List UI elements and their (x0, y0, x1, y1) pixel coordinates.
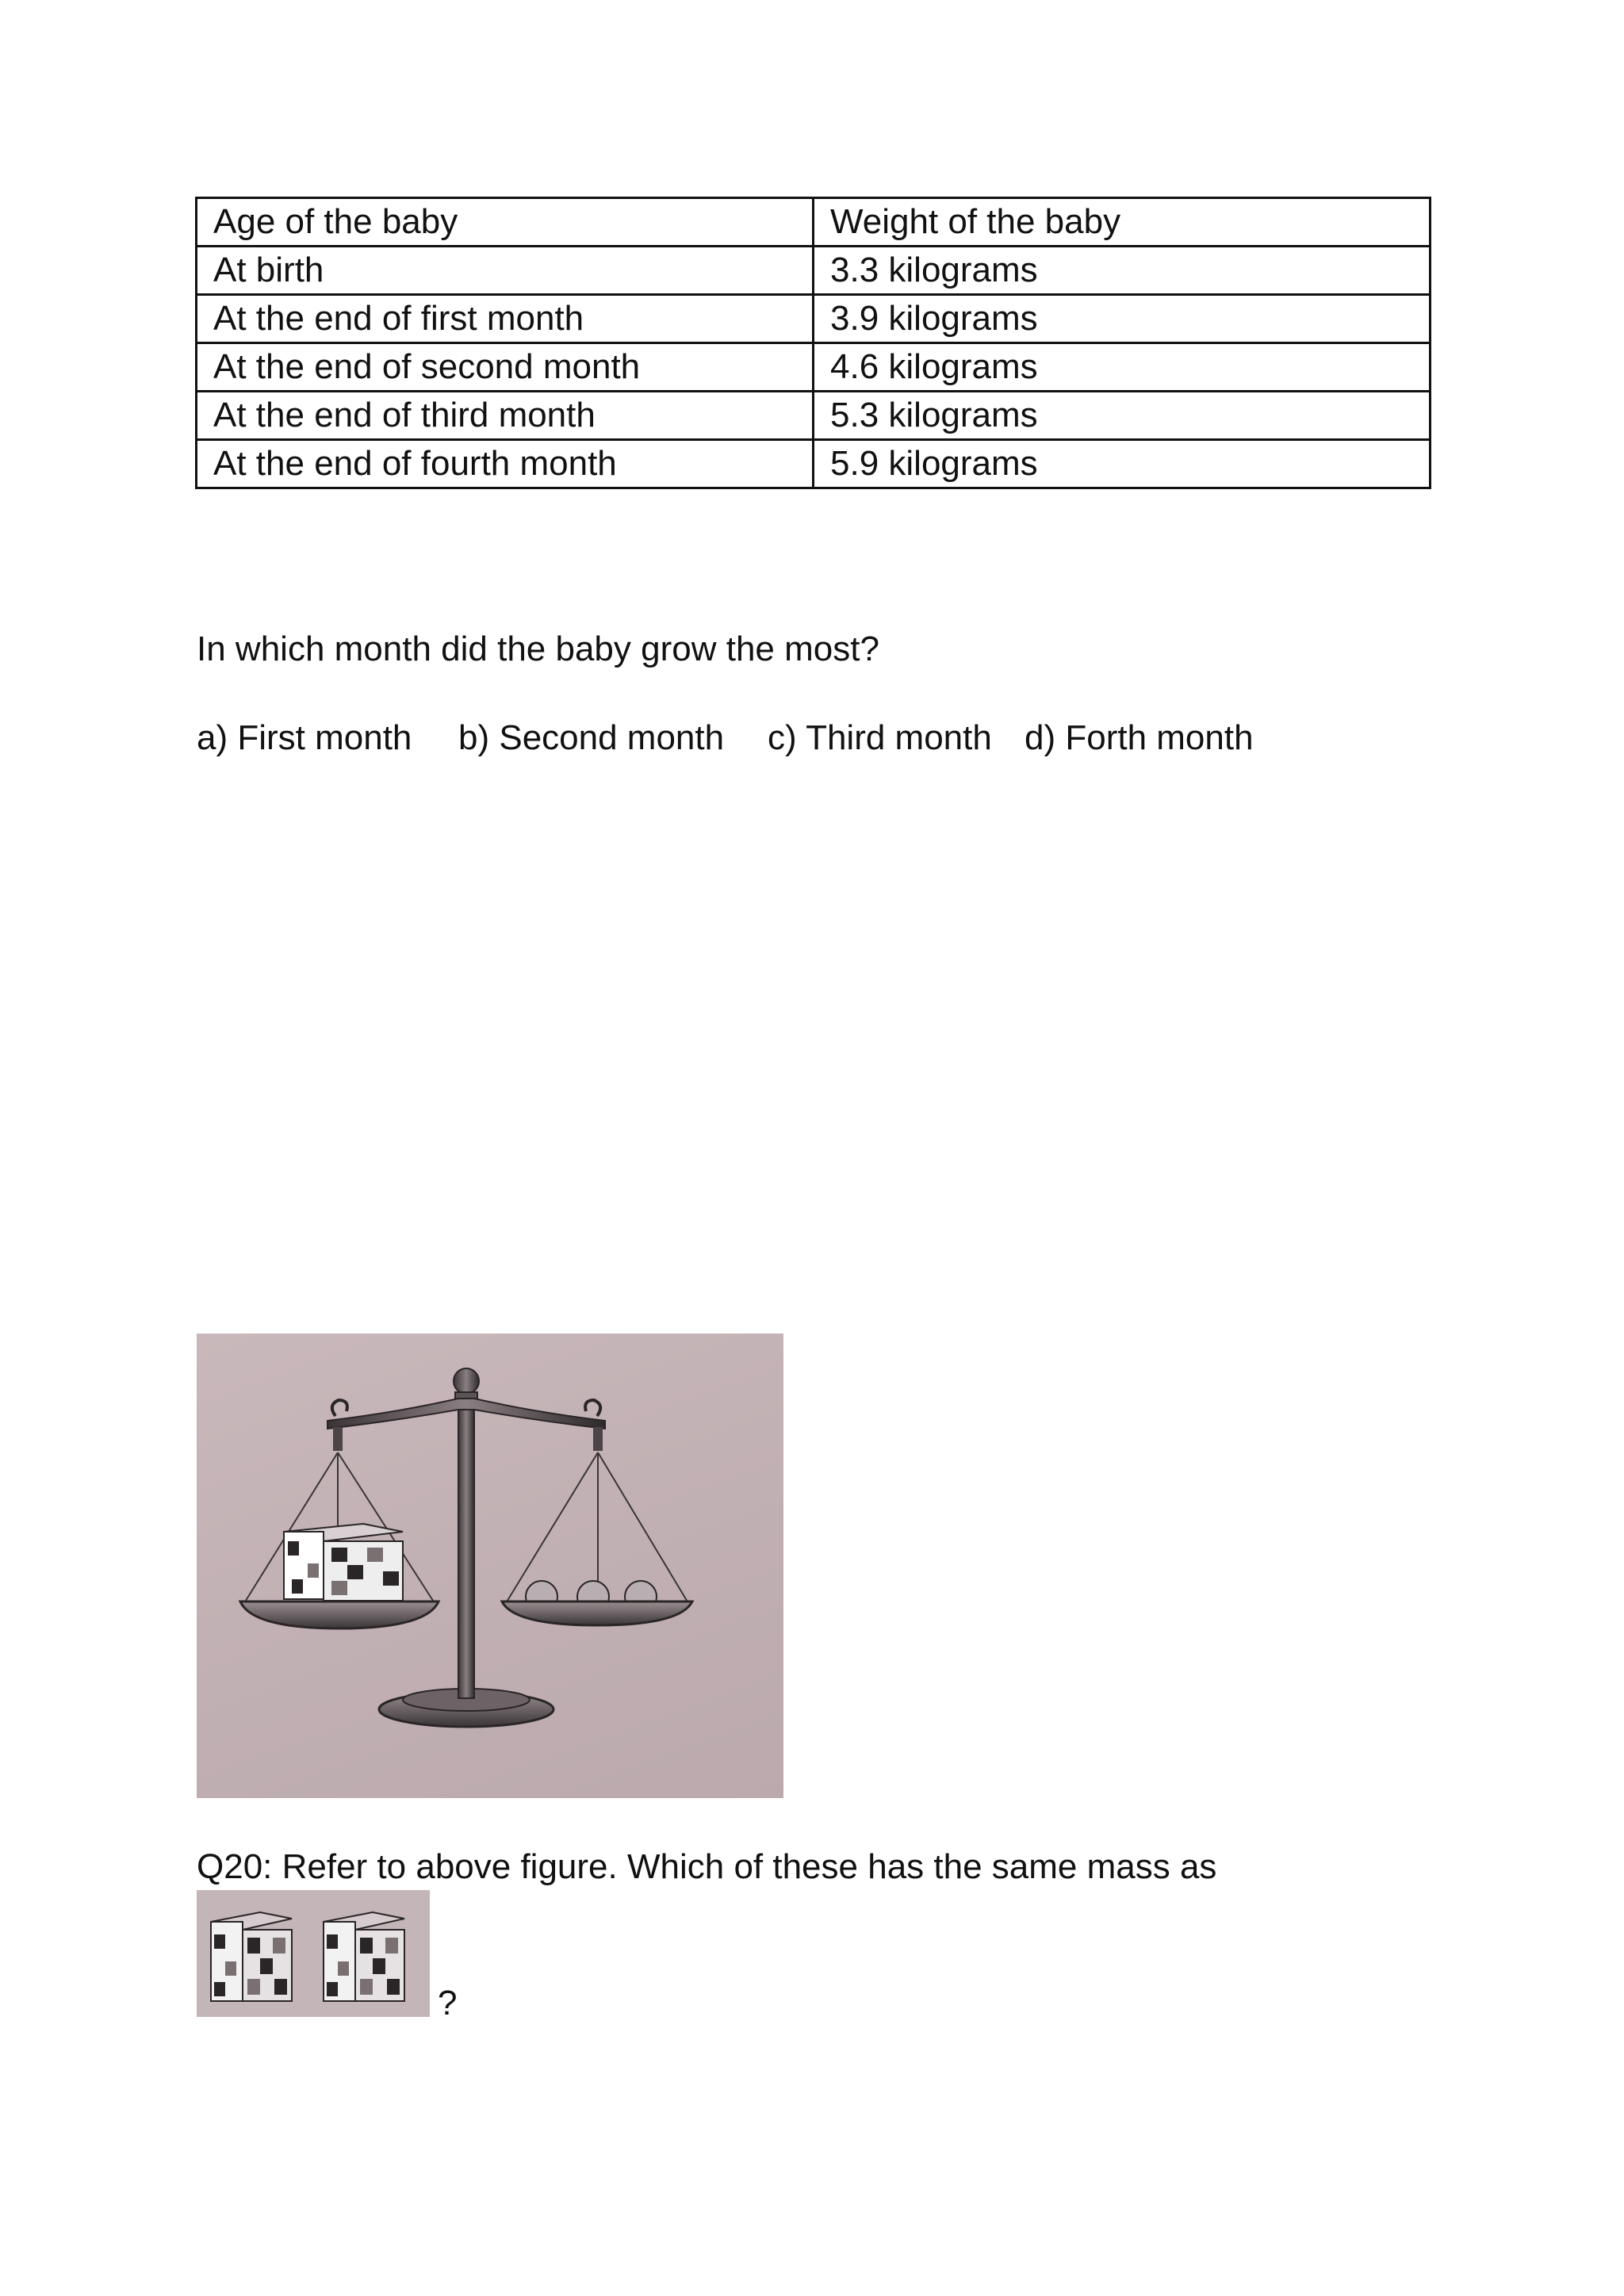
table-row (197, 392, 1431, 440)
baby-weight-table (195, 197, 1431, 489)
balance-scale-drawing (197, 1334, 783, 1798)
table-header-cell: Age of the baby (197, 198, 814, 247)
cube-icon (211, 1912, 292, 2001)
option-a: a) First month (197, 718, 412, 757)
q20-text: Q20: Refer to above figure. Which of these has the same mass as (197, 1847, 1217, 1886)
table-row (197, 440, 1431, 488)
cube-icon (324, 1912, 404, 2001)
table-row (197, 343, 1431, 392)
table-cell-weight: 4.6 kilograms (814, 343, 1431, 392)
table-cell-weight: 3.3 kilograms (814, 247, 1431, 295)
table-cell-age: At birth (197, 247, 814, 295)
balance-scale-figure (197, 1334, 783, 1798)
question-text: In which month did the baby grow the most? (197, 629, 879, 668)
table-header-row (197, 198, 1431, 247)
table-cell-weight: 5.3 kilograms (814, 392, 1431, 440)
answer-options (197, 715, 1465, 761)
table-row (197, 247, 1431, 295)
table-header-cell: Weight of the baby (814, 198, 1431, 247)
table-cell-weight: 5.9 kilograms (814, 440, 1431, 488)
option-c: c) Third month (768, 718, 992, 757)
two-cubes-figure (197, 1890, 430, 2017)
table-cell-age: At the end of first month (197, 295, 814, 343)
option-b: b) Second month (458, 718, 725, 757)
table-cell-weight: 3.9 kilograms (814, 295, 1431, 343)
q20-question-mark: ? (438, 1984, 458, 2022)
cube-icon (284, 1524, 403, 1601)
table-cell-age: At the end of third month (197, 392, 814, 440)
table-cell-age: At the end of second month (197, 343, 814, 392)
table-cell-age: At the end of fourth month (197, 440, 814, 488)
option-d: d) Forth month (1025, 718, 1254, 757)
two-cubes-drawing (197, 1890, 430, 2017)
table-row (197, 295, 1431, 343)
